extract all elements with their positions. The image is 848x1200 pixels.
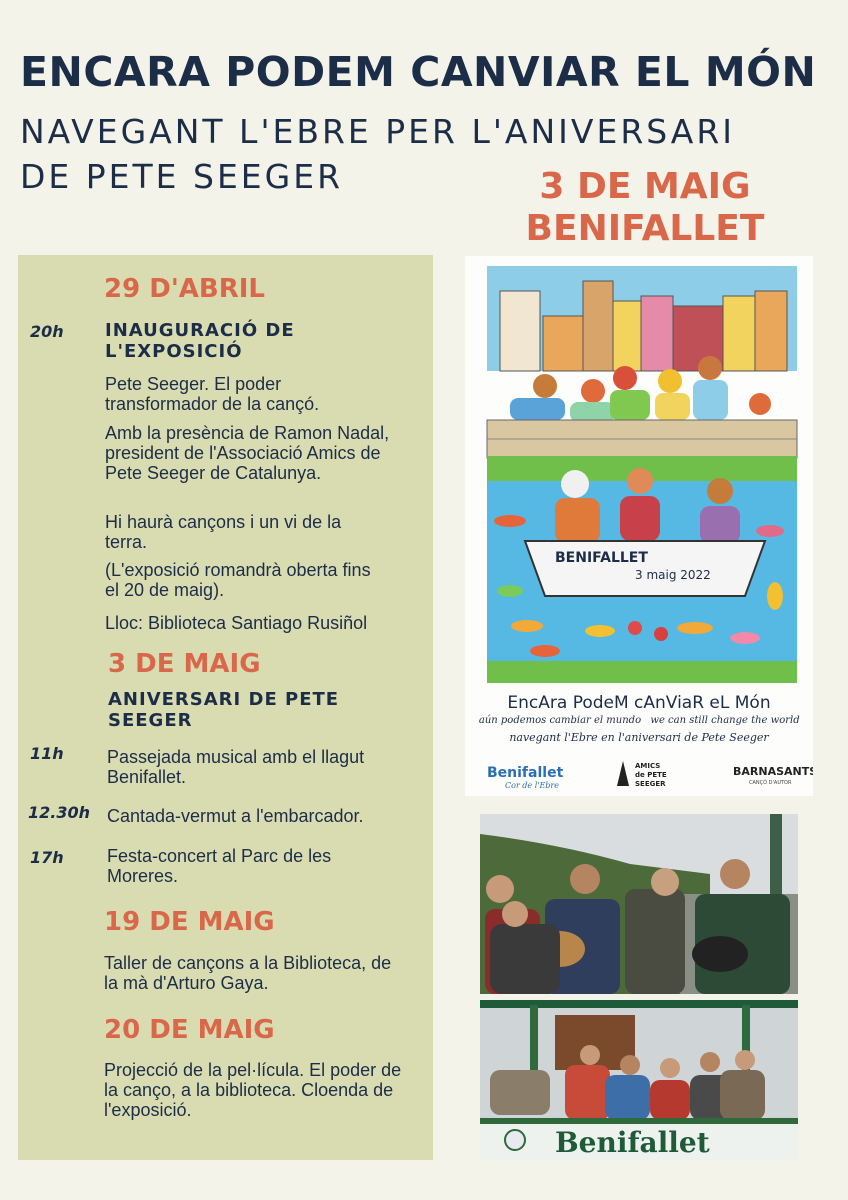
event-date: 3 DE MAIG: [539, 166, 751, 207]
event-description: Projecció de la pel·lícula. El poder de la canço, a la biblioteca. Cloenda de l'exposició.: [104, 1060, 402, 1120]
event-title: [105, 320, 295, 362]
time-label: 20h: [30, 322, 64, 341]
benifallet-logo-sub: Cor de l'Ebre: [505, 781, 559, 790]
section-date-29-april: 29 D'ABRIL: [104, 274, 265, 304]
main-title: ENCARA PODEM CANVIAR EL MÓN: [20, 48, 817, 96]
photo-boat: [480, 1000, 798, 1160]
event-description: Hi haurà cançons i un vi de la terra.: [105, 512, 342, 552]
poster-illustration: [465, 256, 813, 796]
event-description: Amb la presència de Ramon Nadal, president de l'Associació Amics de Pete Seeger de Catalunya.: [105, 423, 390, 483]
musicians-photo-illustration: [480, 814, 798, 994]
boat-name-text: BENIFALLET: [555, 550, 648, 566]
poster-slogan-es: aún podemos cambiar el mundo: [478, 715, 642, 726]
amics-logo-line3: SEEGER: [635, 780, 666, 788]
event-place: BENIFALLET: [525, 208, 765, 249]
event-date-heading: [500, 166, 790, 250]
photo-musicians: [480, 814, 798, 994]
section-date-19-may: 19 DE MAIG: [104, 907, 275, 937]
event-description: (L'exposició romandrà oberta fins el 20 de maig).: [105, 560, 371, 600]
time-label: 17h: [30, 848, 64, 867]
poster-slogan: EncAra PodeM cAnViaR eL Món: [507, 693, 771, 713]
amics-logo-line1: AMICS: [635, 762, 661, 770]
event-poster: [465, 256, 813, 796]
event-title-line: INAUGURACIÓ DE: [105, 320, 295, 341]
boat-photo-illustration: [480, 1000, 798, 1160]
event-description: Passejada musical amb el llagut Benifallet.: [107, 747, 365, 787]
boat-date-text: 3 maig 2022: [635, 568, 711, 582]
benifallet-logo: Benifallet: [487, 765, 564, 781]
event-title-line: SEEGER: [108, 710, 193, 731]
poster-slogan-en: we can still change the world: [650, 715, 800, 726]
section-date-20-may: 20 DE MAIG: [104, 1015, 275, 1045]
barnasants-logo-sub: CANÇÓ D'AUTOR: [749, 780, 792, 786]
event-description: Taller de cançons a la Biblioteca, de la mà d'Arturo Gaya.: [104, 953, 392, 993]
event-location: Lloc: Biblioteca Santiago Rusiñol: [105, 613, 368, 633]
poster-slogan-sub: navegant l'Ebre en l'aniversari de Pete Seeger: [509, 731, 769, 744]
event-title-line: L'EXPOSICIÓ: [105, 341, 243, 362]
event-description: Cantada-vermut a l'embarcador.: [107, 806, 364, 826]
event-description: Festa-concert al Parc de les Moreres.: [107, 846, 332, 886]
subtitle-line2: DE PETE SEEGER: [20, 157, 343, 196]
event-title-line: ANIVERSARI DE PETE: [108, 689, 340, 710]
subtitle-line1: NAVEGANT L'EBRE PER L'ANIVERSARI: [20, 112, 736, 151]
amics-logo-line2: de PETE: [635, 771, 667, 779]
boat-label-text: Benifallet: [555, 1126, 710, 1159]
time-label: 12.30h: [28, 803, 90, 822]
event-description: Pete Seeger. El poder transformador de la cançó.: [105, 374, 320, 414]
time-label: 11h: [30, 744, 64, 763]
amics-logo-icon: [617, 761, 629, 786]
barnasants-logo: BARNASANTS: [733, 765, 813, 778]
section-date-3-may: 3 DE MAIG: [108, 649, 261, 679]
event-title: [108, 689, 339, 731]
